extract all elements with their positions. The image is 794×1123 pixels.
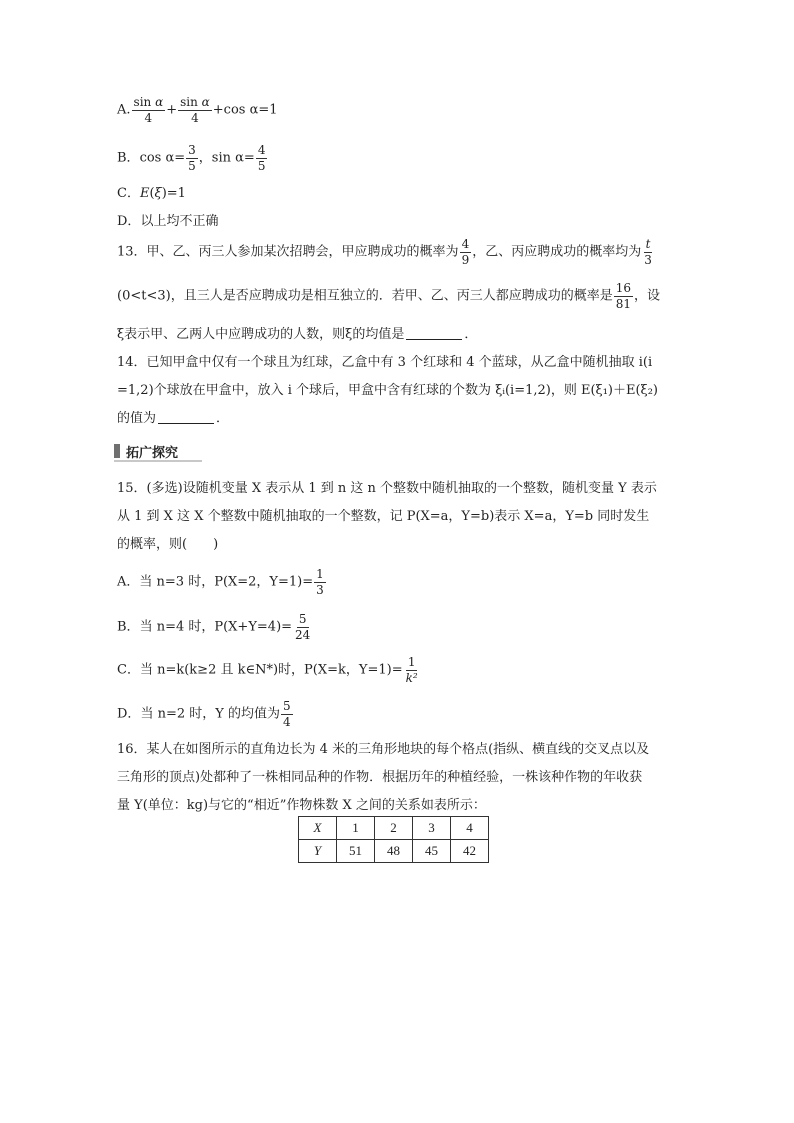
answer-blank	[406, 339, 462, 340]
q16-line-1: 16．某人在如图所示的直角边长为 4 米的三角形地块的每个格点(指纵、横直线的交叉点以及	[117, 742, 650, 757]
xy-table	[298, 816, 489, 863]
q12-option-a: A. $\frac{\text{sin α}}{4}$ + $\frac{\text{sin α}}{4}$ +cos α=1	[117, 95, 278, 125]
fraction: $\frac{t}{3}$	[644, 237, 652, 267]
q12-option-c: C．E(ξ)=1	[117, 186, 186, 201]
q15-line-2: 从 1 到 X 这 X 个整数中随机抽取的一个整数，记 P(X=a，Y=b)表示 X=a，Y=b 同时发生	[117, 509, 650, 524]
fraction: $\frac{4}{9}$	[461, 237, 470, 267]
table-cell: 4	[451, 817, 489, 840]
q13-line-3: ξ表示甲、乙两人中应聘成功的人数，则ξ的均值是 ．	[117, 327, 478, 342]
fraction: $\frac{3}{5}$	[188, 143, 196, 173]
fraction: $\frac{5}{4}$	[282, 699, 291, 729]
fraction: $\frac{\text{sin α}}{4}$	[180, 95, 210, 125]
section-marker-icon	[114, 444, 120, 458]
q15-option-c: C．当 n=k(k≥2 且 k∈N*)时，P(X=k，Y=1)= $\frac{1}{\text{k²}}$	[117, 655, 418, 685]
fraction: $\frac{\text{sin α}}{4}$	[133, 95, 164, 125]
q15-option-a: A．当 n=3 时，P(X=2，Y=1)= $\frac{1}{3}$	[117, 567, 324, 597]
fraction: $\frac{4}{5}$	[257, 143, 266, 173]
answer-blank	[158, 423, 214, 424]
fraction: $\frac{1}{\text{k²}}$	[405, 655, 418, 685]
q15-line-3: 的概率，则( )	[117, 537, 219, 552]
section-heading: 拓广探究	[114, 442, 202, 462]
q14-line-2: =1,2)个球放在甲盒中，放入 i 个球后，甲盒中含有红球的个数为 ξᵢ(i=1,2)，则 E(ξ₁)＋E(ξ₂)	[117, 383, 658, 398]
q16-line-3: 量 Y(单位：kg)与它的“相近”作物株数 X 之间的关系如表所示：	[117, 798, 486, 813]
fraction: $\frac{16}{81}$	[615, 281, 631, 311]
table-cell: 42	[451, 840, 489, 863]
table-header-cell: X	[299, 817, 337, 840]
q15-option-b: B．当 n=4 时，P(X+Y=4)= $\frac{5}{24}$	[117, 612, 311, 642]
table-cell: 3	[413, 817, 451, 840]
table-header-cell: Y	[299, 840, 337, 863]
q12-option-b: B．cos α= $\frac{3}{5}$ ，sin α= $\frac{4}{5}$	[117, 143, 266, 173]
q14-line-1: 14．已知甲盒中仅有一个球且为红球，乙盒中有 3 个红球和 4 个蓝球，从乙盒中随机抽取 i(i	[117, 355, 653, 370]
q15-line-1: 15．(多选)设随机变量 X 表示从 1 到 n 这 n 个整数中随机抽取的一个整数，随机变量 Y 表示	[117, 481, 657, 496]
q13-line-1: 13．甲、乙、丙三人参加某次招聘会，甲应聘成功的概率为 $\frac{4}{9}$ ，乙、丙应聘成功的概率均为 $\frac{t}{3}$	[117, 237, 652, 267]
q12-option-d: D．以上均不正确	[117, 214, 219, 229]
q16-line-2: 三角形的顶点)处都种了一株相同品种的作物．根据历年的种植经验，一株该种作物的年收获	[117, 770, 643, 785]
fraction: $\frac{1}{3}$	[316, 567, 324, 597]
q15-option-d: D．当 n=2 时，Y 的均值为 $\frac{5}{4}$	[117, 699, 291, 729]
table-cell: 1	[337, 817, 375, 840]
q13-line-2: (0<t<3)，且三人是否应聘成功是相互独立的．若甲、乙、丙三人都应聘成功的概率是 $\frac{16}{81}$ ，设	[117, 281, 660, 311]
table-cell: 48	[375, 840, 413, 863]
table-row	[299, 840, 489, 863]
table-row	[299, 817, 489, 840]
table-cell: 45	[413, 840, 451, 863]
table-cell: 51	[337, 840, 375, 863]
fraction: $\frac{5}{24}$	[295, 612, 311, 642]
q14-line-3: 的值为 ．	[117, 411, 230, 426]
table-cell: 2	[375, 817, 413, 840]
